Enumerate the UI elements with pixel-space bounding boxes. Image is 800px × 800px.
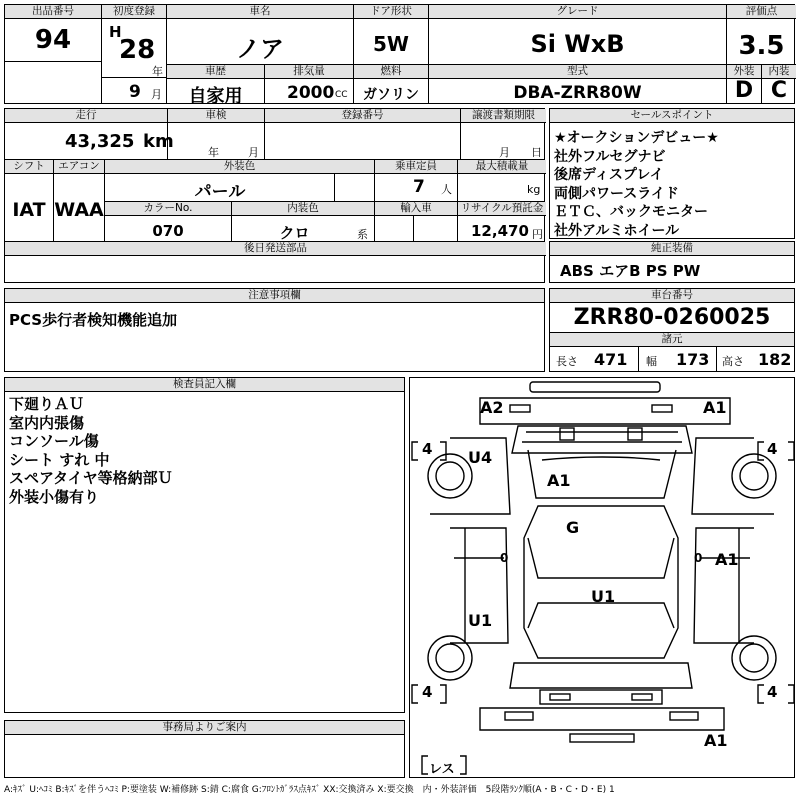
era-label: H xyxy=(109,23,122,41)
damage-mark-front-left: A2 xyxy=(480,398,504,417)
exterior-header: 外装 xyxy=(727,64,761,79)
office-header: 事務局よりご案内 xyxy=(5,721,404,735)
damage-mark-left-rear: U1 xyxy=(468,611,493,630)
inspection-year-unit: 年 xyxy=(208,146,219,159)
recycle-fee: 12,470 xyxy=(471,222,529,240)
fuel-header: 燃料 xyxy=(354,65,428,79)
height-label: 高さ xyxy=(722,355,744,368)
office-panel xyxy=(4,720,405,778)
sales-point-item: ★オークションデビュー★ xyxy=(554,130,719,146)
vehicle-details-panel xyxy=(4,108,545,283)
transfer-month-unit: 月 xyxy=(499,146,510,159)
import-header: 輸入車 xyxy=(375,202,457,216)
transfer-deadline-header: 譲渡書類期限 xyxy=(461,109,546,123)
sales-point-item: 両側パワースライド xyxy=(554,185,679,202)
displacement-unit: CC xyxy=(335,90,348,100)
sales-point-item: 社外フルセグナビ xyxy=(554,148,666,165)
specs-header: 諸元 xyxy=(550,332,794,347)
exterior-color-header: 外装色 xyxy=(105,160,374,174)
damage-legend: A:ｷｽﾞ U:ﾍｺﾐ B:ｷｽﾞを伴うﾍｺﾐ P:要塗装 W:補修跡 S:錆 C:腐食 G:ﾌﾛﾝﾄｶﾞﾗｽ点ｷｽﾞ XX:交換済み X:要交換 内・外装評価 5段階ﾗﾝｸ順(A・B・C・D・E) 1 xyxy=(4,785,615,795)
notes-header: 注意事項欄 xyxy=(5,289,544,303)
car-name-header: 車名 xyxy=(167,5,353,19)
equipment-panel xyxy=(549,241,795,283)
width-value: 173 xyxy=(676,350,710,369)
damage-mark-front-right: A1 xyxy=(703,398,727,417)
exterior-color: パール xyxy=(194,182,246,202)
lot-number: 94 xyxy=(34,25,72,55)
car-name: ノア xyxy=(236,35,284,63)
interior-color: クロ xyxy=(279,224,310,242)
damage-mark-u4: U4 xyxy=(468,448,493,467)
inspection-month-unit: 月 xyxy=(248,146,259,159)
color-number: 070 xyxy=(152,222,184,240)
lot-number-header: 出品番号 xyxy=(5,5,101,19)
fuel: ガソリン xyxy=(363,87,419,103)
car-diagram-panel xyxy=(409,377,795,778)
grade-header: グレード xyxy=(429,5,726,19)
sales-points-panel xyxy=(549,108,795,239)
interior-color-unit: 系 xyxy=(357,228,368,241)
damage-mark-roof: G xyxy=(566,518,580,537)
model-header: 型式 xyxy=(429,65,726,79)
overall-score: 3.5 xyxy=(738,31,785,61)
equipment-header: 純正装備 xyxy=(550,242,794,256)
first-registration-year: 28 xyxy=(119,35,156,65)
width-label: 幅 xyxy=(646,355,657,368)
model-code: DBA-ZRR80W xyxy=(513,83,642,103)
mileage: 43,325 xyxy=(65,131,135,152)
inspector-note: 室内内張傷 xyxy=(9,413,85,432)
damage-mark-right-side: A1 xyxy=(715,550,739,569)
inspection-header: 車検 xyxy=(168,109,264,123)
door-type: 5W xyxy=(373,32,409,56)
interior-header: 内装 xyxy=(762,64,796,79)
chassis-number: ZRR80-0260025 xyxy=(573,305,771,330)
max-load-unit: kg xyxy=(527,183,541,196)
sales-points-header: セールスポイント xyxy=(550,109,794,123)
chassis-panel xyxy=(549,288,795,372)
damage-mark-spare: レス xyxy=(429,762,455,777)
aircon-header: エアコン xyxy=(54,160,104,174)
plate-header: 登録番号 xyxy=(265,109,460,123)
recycle-fee-unit: 円 xyxy=(532,228,543,241)
vehicle-header-panel xyxy=(4,4,795,107)
damage-mark-hood: A1 xyxy=(547,471,571,490)
max-load-header: 最大積載量 xyxy=(458,160,546,174)
damage-mark-tire-rl: 4 xyxy=(422,683,433,701)
inspector-note: スペアタイヤ等格納部Ｕ xyxy=(9,469,173,487)
mileage-unit: km xyxy=(143,131,174,152)
recycle-fee-header: リサイクル預託金 xyxy=(458,202,546,216)
history-header: 車歴 xyxy=(167,65,264,79)
interior-grade: C xyxy=(770,78,788,103)
year-unit: 年 xyxy=(152,65,163,78)
grade: Si WxB xyxy=(530,30,625,58)
damage-mark-rear: A1 xyxy=(704,731,728,750)
displacement: 2000 xyxy=(287,83,335,103)
first-registration-header: 初度登録 xyxy=(102,5,166,19)
door-header: ドア形状 xyxy=(354,5,428,19)
damage-mark-tire-rr: 4 xyxy=(767,683,778,701)
later-parts-header: 後日発送部品 xyxy=(5,242,546,256)
notes-text: PCS歩行者検知機能追加 xyxy=(9,311,178,329)
first-registration-month: 9 xyxy=(129,82,141,102)
month-unit: 月 xyxy=(151,88,162,101)
score-header: 評価点 xyxy=(727,5,796,19)
sales-point-item: 後席ディスプレイ xyxy=(554,167,664,183)
mileage-header: 走行 xyxy=(5,109,167,123)
sales-points-list xyxy=(554,129,719,240)
interior-color-header: 内装色 xyxy=(232,202,374,216)
length-value: 471 xyxy=(594,350,628,369)
exterior-grade: D xyxy=(734,78,754,103)
sales-point-item: ＥＴＣ、バックモニター xyxy=(554,204,708,220)
aircon: WAA xyxy=(54,199,104,221)
damage-mark-side-zero-left: 0 xyxy=(500,551,509,565)
inspector-note: シート すれ 中 xyxy=(9,450,110,469)
inspector-header: 検査員記入欄 xyxy=(5,378,404,392)
inspector-note: コンソール傷 xyxy=(9,432,99,450)
inspector-note: 外装小傷有り xyxy=(9,487,100,506)
shift: IAT xyxy=(12,199,46,221)
history: 自家用 xyxy=(188,86,243,107)
capacity-header: 乗車定員 xyxy=(375,160,457,174)
notes-panel xyxy=(4,288,545,372)
inspector-note: 下廻りＡＵ xyxy=(9,395,85,413)
inspector-panel xyxy=(4,377,405,713)
chassis-header: 車台番号 xyxy=(550,289,794,303)
damage-mark-tire-fr: 4 xyxy=(767,440,778,458)
damage-mark-roof-rear: U1 xyxy=(591,587,616,606)
sales-point-item: 社外アルミホイール xyxy=(554,222,680,239)
car-diagram xyxy=(410,378,794,777)
capacity: 7 xyxy=(413,177,425,197)
height-value: 182 xyxy=(758,350,792,369)
equipment-value: ABS エアB PS PW xyxy=(560,262,701,280)
damage-mark-tire-fl: 4 xyxy=(422,440,433,458)
displacement-header: 排気量 xyxy=(265,65,353,79)
length-label: 長さ xyxy=(556,355,578,368)
capacity-unit: 人 xyxy=(441,183,452,196)
shift-header: シフト xyxy=(5,160,53,174)
transfer-day-unit: 日 xyxy=(531,146,542,159)
color-number-header: カラーNo. xyxy=(105,202,231,216)
inspector-notes-list xyxy=(9,395,173,506)
damage-mark-side-zero-right: 0 xyxy=(694,551,703,565)
